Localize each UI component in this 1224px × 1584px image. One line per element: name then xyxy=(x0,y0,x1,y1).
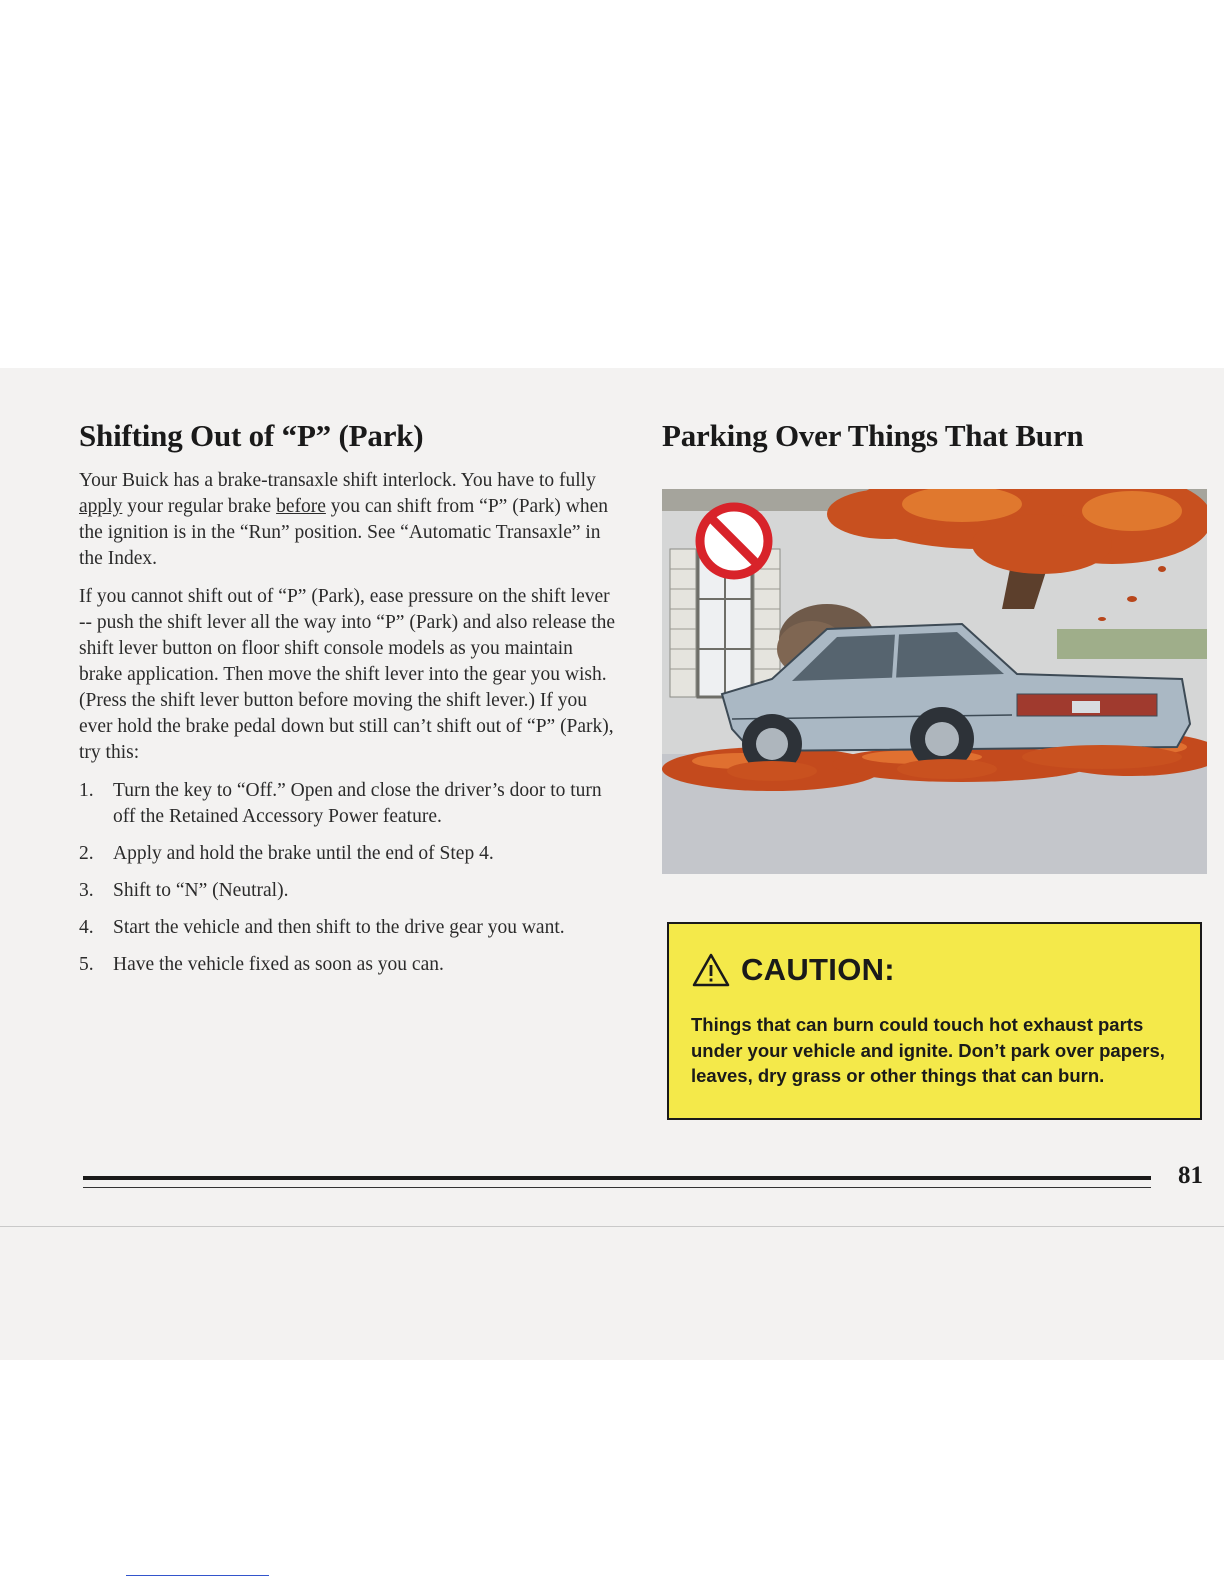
step-text: Shift to “N” (Neutral). xyxy=(113,880,289,901)
step-text: Start the vehicle and then shift to the drive gear you want. xyxy=(113,917,565,938)
warning-triangle-icon xyxy=(691,952,731,988)
list-item xyxy=(79,878,619,904)
caution-box xyxy=(667,922,1202,1120)
page-number: 81 xyxy=(1178,1162,1203,1189)
step-number: 2. xyxy=(79,843,94,864)
step-text: Apply and hold the brake until the end of Step 4. xyxy=(113,843,494,864)
list-item xyxy=(79,915,619,941)
footer-rule xyxy=(83,1176,1151,1180)
list-item xyxy=(79,841,619,867)
list-item xyxy=(79,778,619,830)
instructions-paragraph: If you cannot shift out of “P” (Park), ease pressure on the shift lever -- push the shift lever all the way into “P” (Park) and also release the shift lever button on floor shift console models as you maintain brake application. Then move the shift lever into the gear you wish. (Press the shift lever button before moving the shift lever.) If you ever hold the brake pedal down but still can’t shift out of “P” (Park), try this: xyxy=(79,586,616,763)
caution-header xyxy=(691,952,895,988)
right-column xyxy=(662,418,1207,468)
step-number: 5. xyxy=(79,954,94,975)
caution-text: Things that can burn could touch hot exhaust parts under your vehicle and ignite. Don’t park over papers, leaves, dry grass or other things that can burn. xyxy=(691,1014,1165,1086)
emphasis-before: before xyxy=(276,496,326,517)
left-column xyxy=(79,418,619,989)
step-text: Have the vehicle fixed as soon as you can. xyxy=(113,954,444,975)
intro-paragraph xyxy=(79,468,619,572)
intro-text-1: Your Buick has a brake-transaxle shift interlock. You have to fully xyxy=(79,470,596,491)
footer-rule-thin xyxy=(83,1187,1151,1188)
page-edge-divider xyxy=(0,1226,1224,1227)
steps-list xyxy=(79,778,619,978)
step-text: Turn the key to “Off.” Open and close the driver’s door to turn off the Retained Accessory Power feature. xyxy=(113,780,602,827)
step-number: 4. xyxy=(79,917,94,938)
list-item xyxy=(79,952,619,978)
section-heading-shifting: Shifting Out of “P” (Park) xyxy=(79,418,424,453)
parked-car-over-leaves-illustration xyxy=(662,489,1207,874)
intro-text-2: your regular brake xyxy=(122,496,277,517)
section-heading-parking: Parking Over Things That Burn xyxy=(662,418,1084,453)
bottom-link-underline xyxy=(126,1575,269,1576)
step-number: 3. xyxy=(79,880,94,901)
caution-title: CAUTION: xyxy=(741,952,895,987)
intro-text-3: you can shift from “P” (Park) when the ignition is in the “Run” position. See “Automatic Transaxle” in the Index. xyxy=(79,496,609,569)
prohibition-sign-icon xyxy=(700,507,768,575)
step-number: 1. xyxy=(79,780,94,801)
emphasis-apply: apply xyxy=(79,496,123,517)
